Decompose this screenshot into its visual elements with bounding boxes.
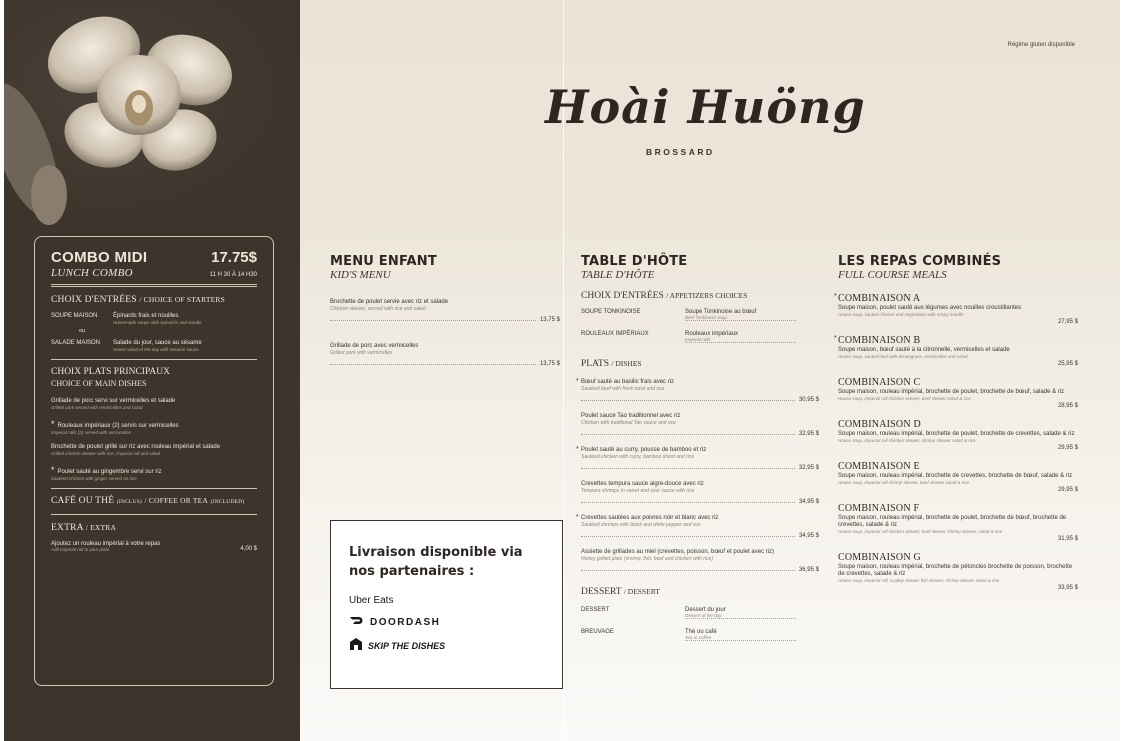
- delivery-title: Livraison disponible via nos partenaires :: [349, 545, 523, 579]
- table-hote-title: TABLE D'HÔTE: [581, 254, 688, 269]
- price: 27,95 $: [1057, 319, 1078, 325]
- table-hote-subtitle: TABLE D'HÔTE: [581, 269, 655, 281]
- dessert-heading: DESSERT / DESSERT: [581, 587, 660, 597]
- price: 13,75 $: [539, 361, 560, 367]
- kids-item: Grillade de porc avec vermicelles Grilled pork with vermicelles 13,75 $: [330, 343, 560, 367]
- starter-item: SOUPE MAISON Épinards frais et nouilles Homemade soupe with spinachs and noodle: [51, 313, 202, 325]
- dishes-heading: PLATS / DISHES: [581, 359, 642, 369]
- dish-item: * Poulet sauté au curry, pousse de bamboo et riz Sautéed chicken with curry, bamboo shoot and rice 32,95 $: [576, 446, 819, 471]
- dish-item: Crevettes tempura sauce aigre-douce avec riz Tempura shrimps in sweet and sour sauce with rice 34,95 $: [581, 481, 819, 505]
- delivery-partners-box: [330, 520, 563, 689]
- price: 29,95 $: [1057, 487, 1078, 493]
- gluten-note: Régime gluten disponible: [1007, 42, 1075, 48]
- combination-item: COMBINAISON D Soupe maison, rouleau impérial, brochette de poulet, brochette de crevettes, salade & riz House soup, imperial roll chicken skewer, shrimp skewer salad & rice 29,95 $: [838, 419, 1078, 451]
- lunch-combo-card: [34, 236, 274, 686]
- extra-price: 4,00 $: [240, 546, 257, 552]
- coffee-heading: CAFÉ OU THÉ (INCLUS) / COFFEE OR TEA (INCLUDED): [51, 496, 245, 506]
- combination-item: * COMBINAISON B Soupe maison, bœuf sauté à la citronnelle, vermicelles et salade House soup, sauted beef with lemongrass, vermicelles and salad 25,95 $: [834, 335, 1078, 367]
- combo-title: COMBO MIDI: [51, 249, 148, 266]
- dish-item: * Bœuf sauté au basilic frais avec riz Sautéed beef with fresh basil and rice 30,95 $: [576, 378, 819, 403]
- dish-item: * Crevettes sautées aux poivres noir et blanc avec riz Sautéed shrimps with black and white pepper and rice 34,95 $: [576, 514, 819, 539]
- main-dish-item: Grillade de porc servi sur vermicelles et salade Grilled pork served with vermicelles and salad: [51, 398, 176, 410]
- combo-hours: 11 H 30 À 14 H30: [209, 272, 257, 278]
- star-icon: *: [51, 419, 55, 429]
- combo-subtitle: LUNCH COMBO: [51, 267, 133, 279]
- appetizers-heading: CHOIX D'ENTRÉES / APPETIZERS CHOICES: [581, 291, 748, 301]
- or-label: ou: [79, 328, 86, 334]
- table-hote-section: [576, 254, 819, 641]
- appetizer-item: ROULEAUX IMPÉRIAUX Rouleaux impériaux Imperial rolls: [581, 331, 796, 343]
- main-dish-item: Brochette de poulet grillé sur riz avec rouleau impérial et salade Grilled chicken skewer with rice, imperial roll and salad: [51, 444, 221, 456]
- divider: [51, 514, 257, 515]
- price: 34,95 $: [798, 533, 819, 539]
- dish-item: Poulet sauce Tao traditionnel avec riz Chicken with traditional Tao sauce and rice 32,95 $: [581, 413, 819, 437]
- appetizer-item: SOUPE TONKINOISE Soupe Tonkinoise au bœuf Beef Tonkinese soup: [581, 309, 796, 321]
- kids-subtitle: KID'S MENU: [330, 269, 391, 281]
- price: 36,95 $: [798, 567, 819, 573]
- price: 32,95 $: [798, 465, 819, 471]
- doordash-logo[interactable]: DOORDASH: [349, 616, 544, 628]
- price: 13,75 $: [539, 317, 560, 323]
- uber-eats-logo[interactable]: Uber Eats: [349, 595, 394, 606]
- combos-subtitle: FULL COURSE MEALS: [838, 269, 947, 281]
- doordash-icon: [349, 616, 365, 628]
- combination-meals-section: [834, 254, 1078, 601]
- restaurant-logo: Hoài Huöng: [545, 80, 866, 134]
- kids-title: MENU ENFANT: [330, 254, 437, 269]
- divider: [51, 359, 257, 360]
- orchid-photo: [4, 0, 300, 225]
- price: 30,95 $: [798, 397, 819, 403]
- divider: [51, 284, 257, 287]
- star-icon: *: [51, 465, 55, 475]
- lunch-combo-panel: [4, 0, 300, 741]
- price: 28,95 $: [1057, 403, 1078, 409]
- mains-heading: CHOIX PLATS PRINCIPAUX CHOICE OF MAIN DISHES: [51, 367, 170, 388]
- skip-the-dishes-logo[interactable]: SKIP THE DISHES: [349, 638, 544, 653]
- price: 32,95 $: [798, 431, 819, 437]
- orchid-flower-icon: [4, 0, 300, 225]
- price: 34,95 $: [798, 499, 819, 505]
- extra-item: Ajoutez un rouleau impérial à votre repas Add imperial roll to your plate 4,00 $: [51, 541, 257, 552]
- dessert-item: DESSERT Dessert du jour Dessert of the day: [581, 607, 796, 619]
- price: 31,95 $: [1057, 536, 1078, 542]
- main-dish-item: * Rouleaux impériaux (2) servis sur vermicelles Imperial rolls (2) served with vermicelles: [51, 419, 179, 435]
- combination-item: COMBINAISON C Soupe maison, rouleau impérial, brochette de poulet, brochette de bœuf, salade & riz House soup, imperial roll chicken skewer, beef skewer salad & rice 28,95 $: [838, 377, 1078, 409]
- combination-item: * COMBINAISON A Soupe maison, poulet sauté aux légumes avec nouilles croustillantes House soup, sauted chicken and vegetables with crispy noodle 27,95 $: [834, 293, 1078, 325]
- price: 29,95 $: [1057, 445, 1078, 451]
- combination-item: COMBINAISON F Soupe maison, rouleau impérial, brochette de poulet, brochette de bœuf, brochette de crevettes, salade & riz House soup, imperial roll chicken skewer, beef skewer shrimp skewer, salad & rice 31,95 $: [838, 503, 1078, 542]
- combos-title: LES REPAS COMBINÉS: [838, 254, 1002, 269]
- combination-item: COMBINAISON G Soupe maison, rouleau impérial, brochette de pétoncles brochette de poisson, brochette de crevettes, salade & riz House soup, imperial roll, scallop skewer fish skewer, shrimp skewer salad & rice 33,95 $: [838, 552, 1078, 591]
- dish-item: Assiette de grillades au miel (crevettes, poisson, bœuf et poulet avec riz) Honey grilled plate (shrimp, fish, beef and chicken with rice) 36,95 $: [581, 549, 819, 573]
- price: 25,95 $: [1057, 361, 1078, 367]
- combination-item: COMBINAISON E Soupe maison, rouleau impérial, brochette de crevettes, brochette de bœuf, salade & riz House soup, imperial roll shrimp skewer, beef skewer salad & rice 29,95 $: [838, 461, 1078, 493]
- extra-heading: EXTRA / EXTRA: [51, 523, 117, 533]
- price: 33,95 $: [1057, 585, 1078, 591]
- kids-item: Brochette de poulet servie avec riz et salade Chicken skewer, served with rice and salad 13,75 $: [330, 299, 560, 323]
- starters-heading: CHOIX D'ENTRÉES / CHOICE OF STARTERS: [51, 295, 225, 305]
- main-dish-item: * Poulet sauté au gingembre servi sur riz Sautéed chicken with ginger served on rice: [51, 465, 162, 481]
- divider: [51, 488, 257, 489]
- restaurant-location: BROSSARD: [646, 147, 715, 157]
- starter-item: SALADE MAISON Salade du jour, sauce au sésame House salad of the day with sesame sauce: [51, 340, 202, 352]
- kids-menu-section: [330, 254, 560, 377]
- skip-icon: [349, 638, 363, 653]
- combo-price: 17.75$: [211, 249, 257, 266]
- dessert-item: BREUVAGE Thé ou café Tea or coffee: [581, 629, 796, 641]
